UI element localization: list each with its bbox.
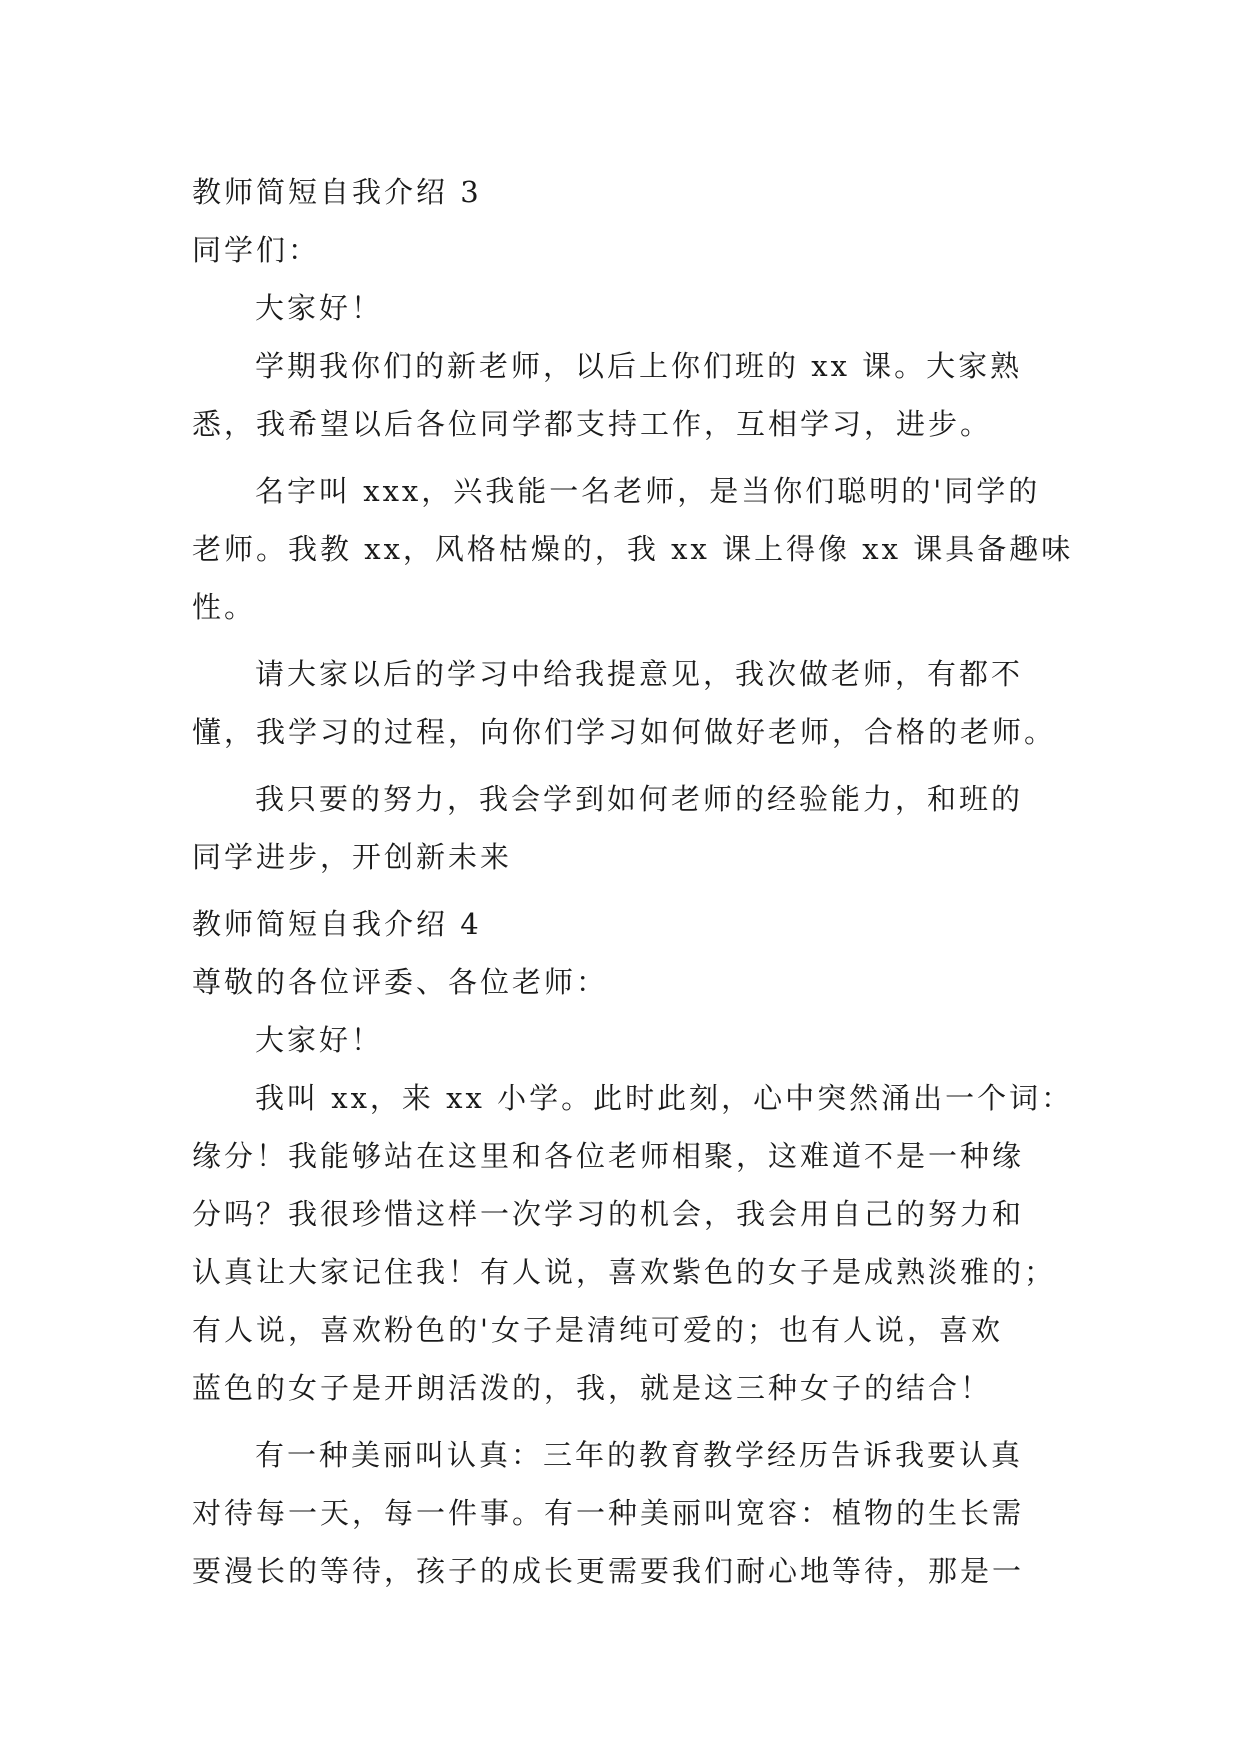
paragraph-line: 名字叫 xxx，兴我能一名老师，是当你们聪明的'同学的 [255,474,1041,508]
paragraph [192,1426,1054,1600]
paragraph-line: 分吗？我很珍惜这样一次学习的机会，我会用自己的努力和 [192,1197,1025,1231]
paragraph-line: 有一种美丽叫认真：三年的教育教学经历告诉我要认真 [255,1438,1024,1472]
paragraph-line: 性。 [192,590,257,624]
greeting: 大家好！ [255,291,384,325]
paragraph [192,770,1054,886]
paragraph-line: 学期我你们的新老师，以后上你们班的 xx 课。大家熟 [255,349,1023,383]
paragraph-line: 我只要的努力，我会学到如何老师的经验能力，和班的 [255,782,1024,816]
paragraph [192,1069,1074,1417]
paragraph [192,337,1054,453]
paragraph-line: 蓝色的女子是开朗活泼的，我，就是这三种女子的结合！ [192,1371,993,1405]
paragraph-line: 我叫 xx，来 xx 小学。此时此刻，心中突然涌出一个词： [255,1081,1074,1115]
greeting: 大家好！ [255,1023,384,1057]
paragraph-line: 悉，我希望以后各位同学都支持工作，互相学习，进步。 [192,407,993,441]
salutation: 同学们： [192,233,321,267]
paragraph [192,645,1057,761]
section-title: 教师简短自我介绍 3 [192,175,482,209]
paragraph-line: 缘分！我能够站在这里和各位老师相聚，这难道不是一种缘 [192,1139,1025,1173]
paragraph-line: 懂，我学习的过程，向你们学习如何做好老师，合格的老师。 [192,715,1057,749]
paragraph-line: 同学进步，开创新未来 [192,840,513,874]
paragraph [192,462,1074,636]
paragraph-line: 请大家以后的学习中给我提意见，我次做老师，有都不 [255,657,1024,691]
paragraph-line: 对待每一天，每一件事。有一种美丽叫宽容：植物的生长需 [192,1496,1025,1530]
document-body [192,163,1074,1609]
paragraph-line: 有人说，喜欢粉色的'女子是清纯可爱的；也有人说，喜欢 [192,1313,1003,1347]
paragraph-line: 老师。我教 xx，风格枯燥的，我 xx 课上得像 xx 课具备趣味 [192,532,1074,566]
paragraph-line: 认真让大家记住我！有人说，喜欢紫色的女子是成熟淡雅的； [192,1255,1057,1289]
salutation: 尊敬的各位评委、各位老师： [192,965,609,999]
paragraph-line: 要漫长的等待，孩子的成长更需要我们耐心地等待，那是一 [192,1554,1025,1588]
section-title: 教师简短自我介绍 4 [192,907,482,941]
